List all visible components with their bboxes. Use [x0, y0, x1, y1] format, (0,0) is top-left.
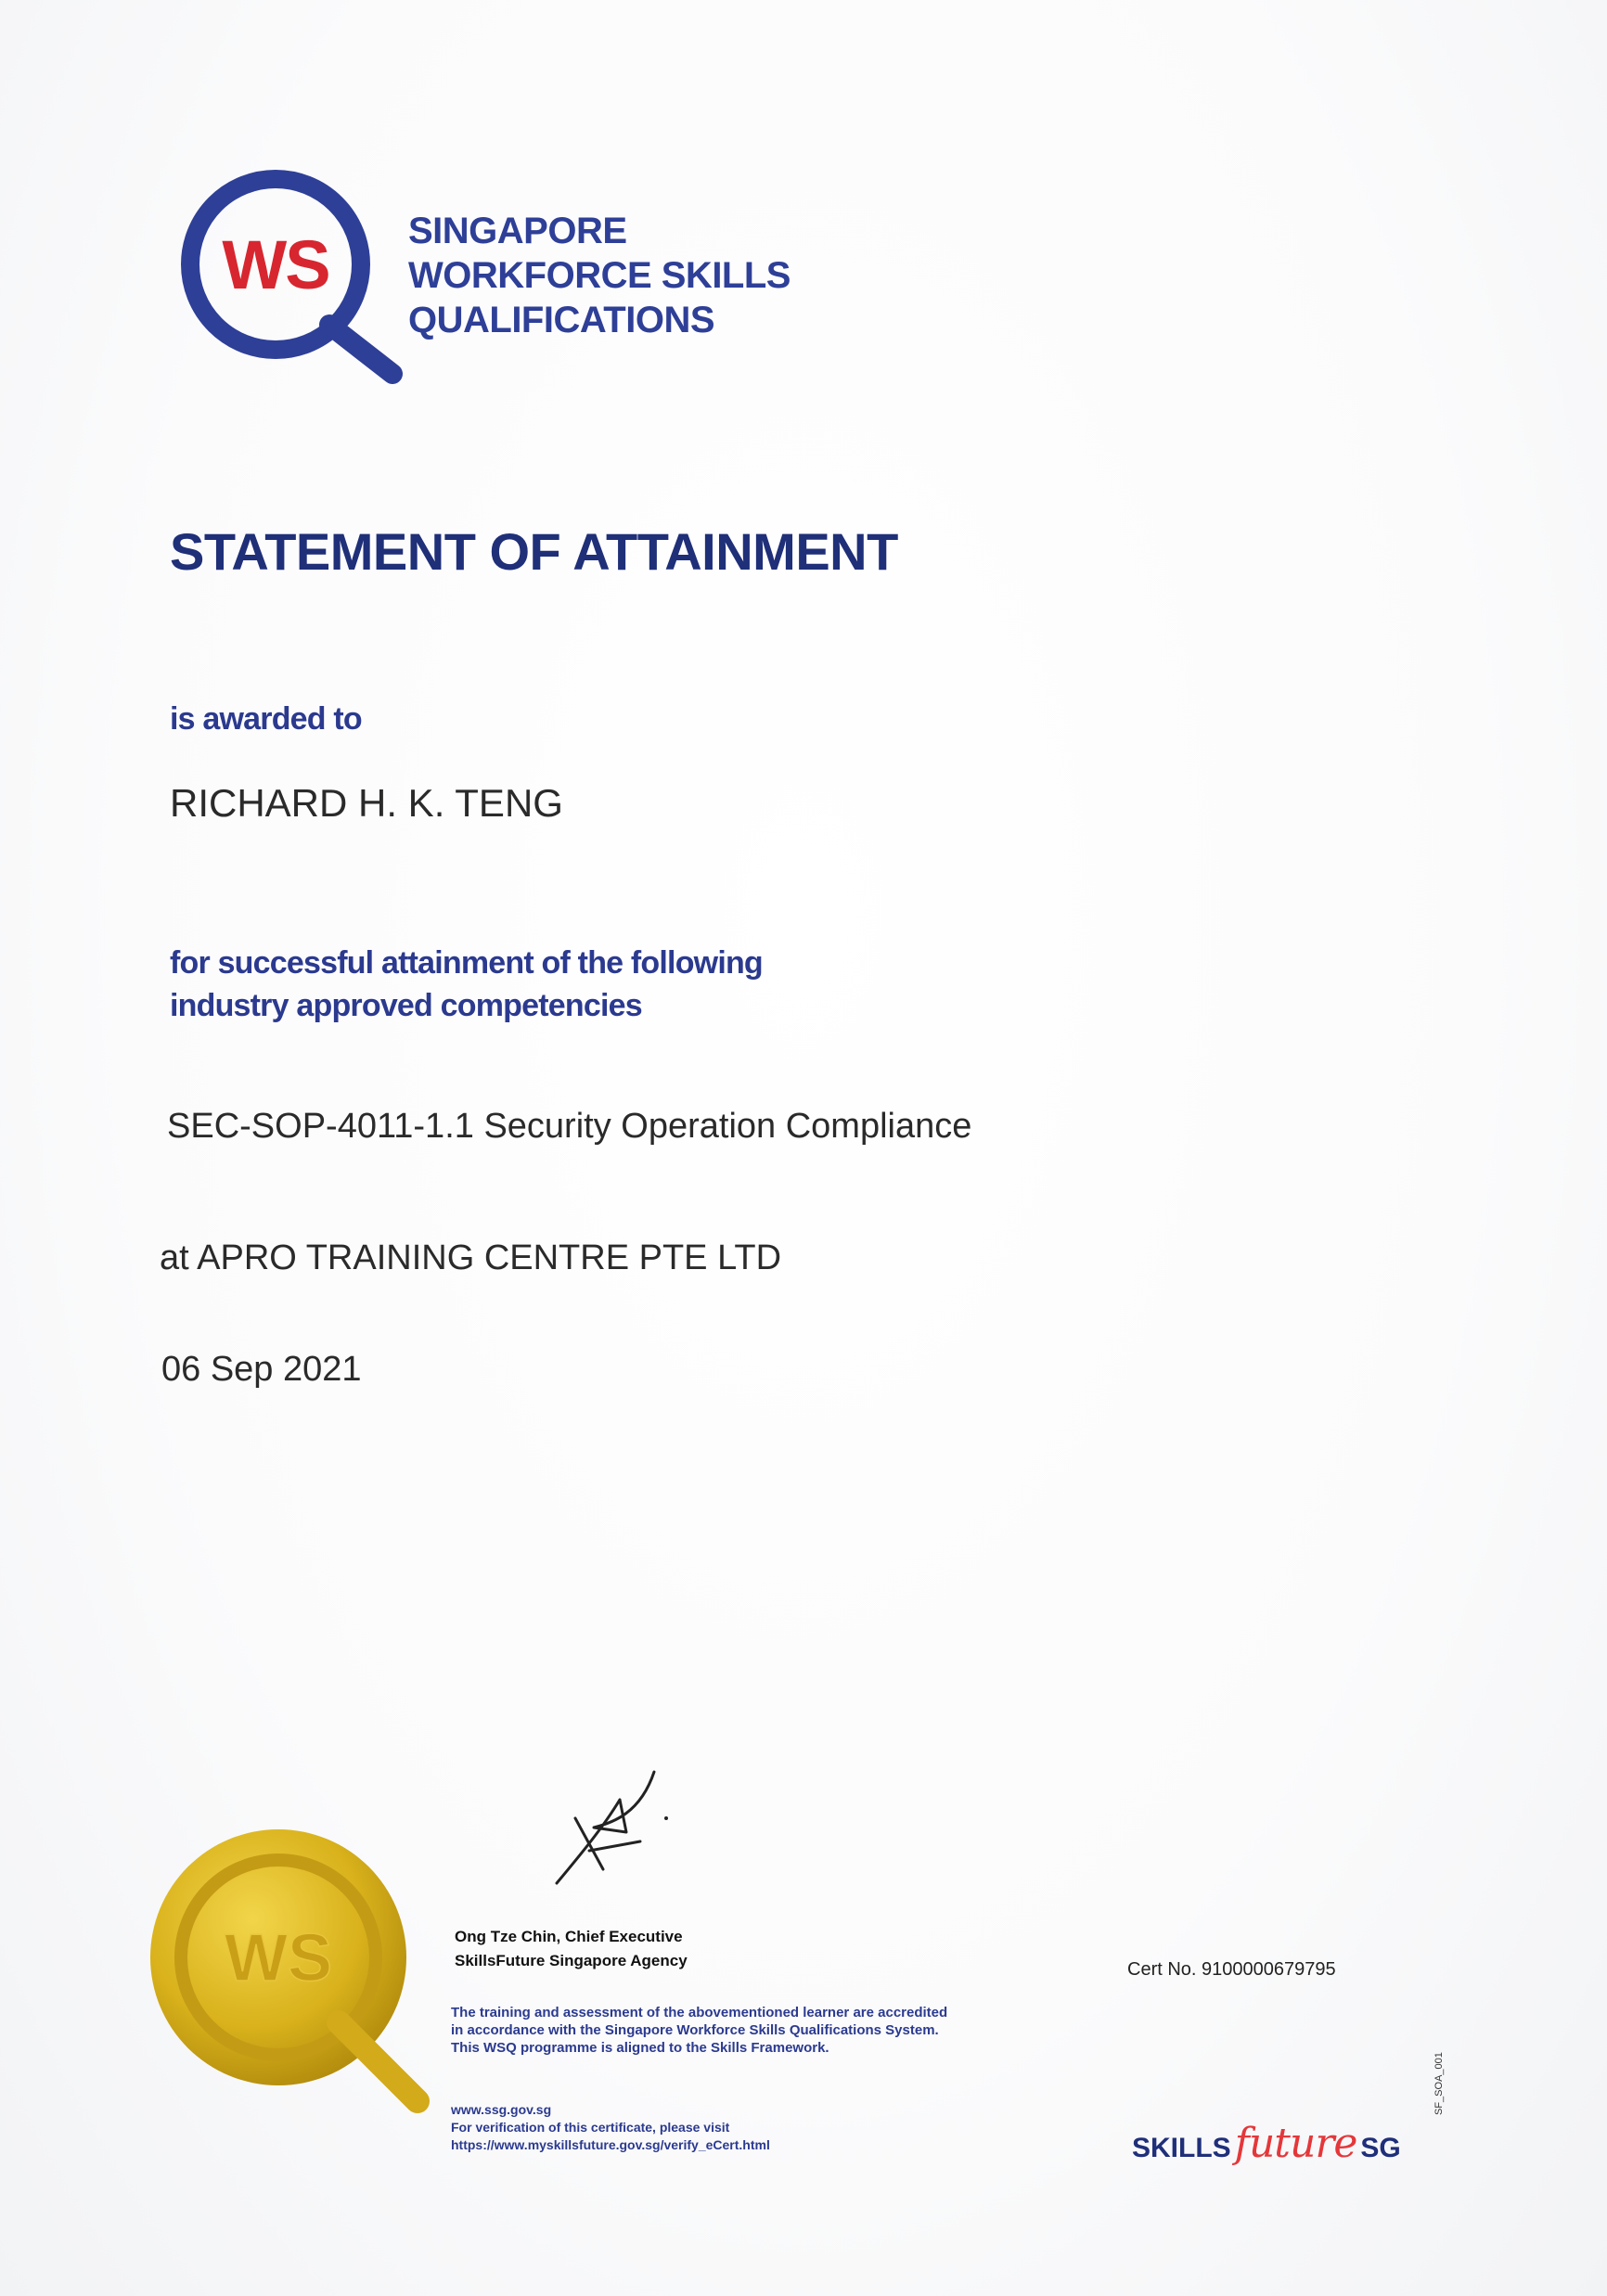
form-code: SF_SOA_001	[1433, 2052, 1445, 2115]
awarded-label-text: is awarded to	[170, 701, 362, 737]
recipient-name: RICHARD H. K. TENG	[170, 781, 563, 825]
certificate-number: Cert No. 9100000679795	[1127, 1959, 1336, 1980]
seal-monogram: WS	[225, 1921, 332, 1995]
logo-wordmark	[408, 209, 791, 342]
signatory-agency: SkillsFuture Singapore Agency	[455, 1952, 688, 1969]
signatory-name: Ong Tze Chin, Chief Executive	[455, 1928, 683, 1945]
attainment-label-line-2: industry approved competencies	[170, 988, 642, 1023]
logo-line-1: SINGAPORE	[408, 211, 627, 251]
verification-block	[451, 2101, 770, 2154]
accreditation-line-1: The training and assessment of the abovementioned learner are accredited	[451, 2005, 948, 2020]
certificate-title: STATEMENT OF ATTAINMENT	[170, 522, 898, 581]
skillsfuture-logo-skills: SKILLS	[1132, 2133, 1231, 2163]
logo-monogram: WS	[222, 226, 329, 303]
skillsfuture-logo	[1132, 2120, 1401, 2167]
attainment-label-line-1: for successful attainment of the following	[170, 945, 763, 981]
competency: SEC-SOP-4011-1.1 Security Operation Compliance	[167, 1107, 972, 1146]
wsq-logo-icon	[172, 162, 413, 385]
award-date: 06 Sep 2021	[161, 1350, 362, 1389]
logo-line-2: WORKFORCE SKILLS	[408, 255, 791, 296]
signatory-block	[455, 1925, 688, 1973]
awarded-label	[170, 698, 362, 740]
training-provider: at APRO TRAINING CENTRE PTE LTD	[160, 1238, 782, 1277]
accreditation-text	[451, 2004, 947, 2057]
ssg-website[interactable]: www.ssg.gov.sg	[451, 2102, 552, 2117]
verification-note: For verification of this certificate, please visit	[451, 2120, 730, 2135]
logo-line-3: QUALIFICATIONS	[408, 300, 715, 340]
skillsfuture-logo-sg: SG	[1360, 2133, 1401, 2163]
attainment-label	[170, 942, 763, 1027]
verification-url[interactable]: https://www.myskillsfuture.gov.sg/verify_eCert.html	[451, 2137, 770, 2152]
skillsfuture-logo-future: future	[1234, 2120, 1357, 2167]
gold-seal-icon	[139, 1818, 445, 2124]
signature-icon	[538, 1763, 677, 1892]
accreditation-line-2: in accordance with the Singapore Workforce Skills Qualifications System.	[451, 2022, 939, 2038]
accreditation-line-3: This WSQ programme is aligned to the Skills Framework.	[451, 2040, 829, 2056]
